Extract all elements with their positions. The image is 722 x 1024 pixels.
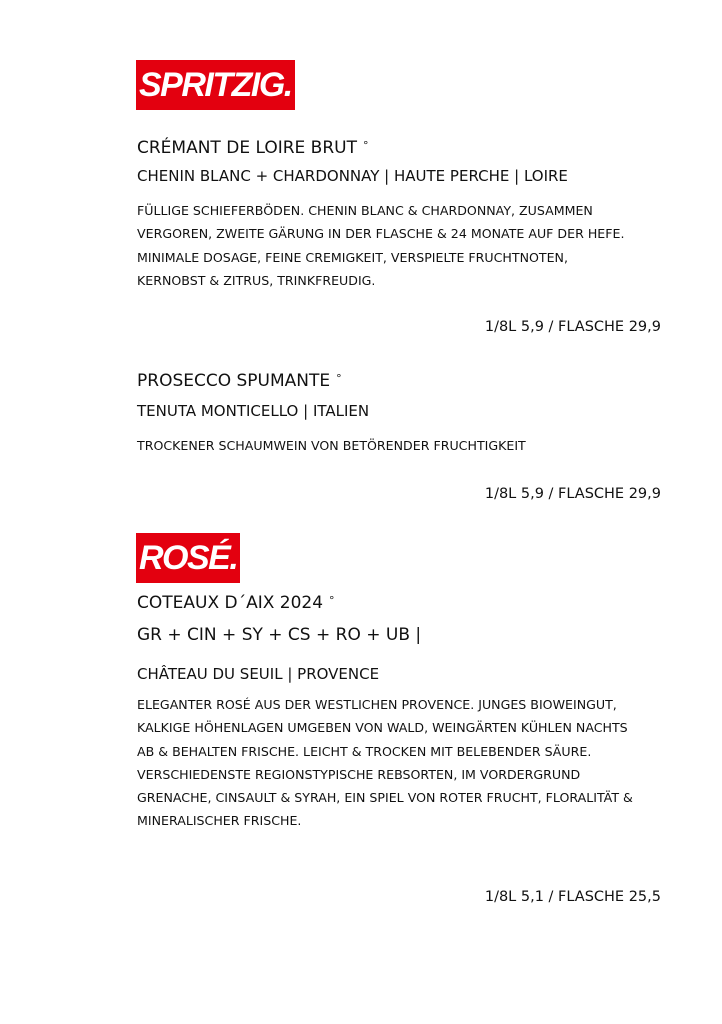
wine-price-cremant: 1/8L 5,9 / FLASCHE 29,9: [484, 319, 661, 335]
wine-description-coteaux: ELEGANTER ROSÉ AUS DER WESTLICHEN PROVENCE. JUNGES BIOWEINGUT, KALKIGE HÖHENLAGEN UMGEBEN VON WALD, WEINGÄRTEN KÜHLEN NACHTS AB & BEHALTEN FRISCHE. LEICHT & TROCKEN MIT BELEBENDER SÄURE. VERSCHIEDENSTE REGIONSTYPISCHE REBSORTEN, IM VORDERGRUND GRENACHE, CINSAULT & SYRAH, EIN SPIEL VON ROTER FRUCHT, FLORALITÄT & MINERALISCHER FRISCHE.: [137, 697, 633, 829]
wine-name-text: CRÉMANT DE LOIRE BRUT: [137, 138, 357, 158]
wine-origin-coteaux: CHÂTEAU DU SEUIL | PROVENCE: [137, 665, 380, 683]
wine-origin-prosecco: TENUTA MONTICELLO | ITALIEN: [137, 402, 370, 420]
wine-name-text: COTEAUX D´AIX 2024: [137, 593, 324, 613]
wine-origin-cremant: CHENIN BLANC + CHARDONNAY | HAUTE PERCHE | LOIRE: [137, 167, 568, 185]
wine-price-prosecco: 1/8L 5,9 / FLASCHE 29,9: [484, 486, 661, 502]
wine-grapes-coteaux: GR + CIN + SY + CS + RO + UB |: [137, 625, 422, 645]
wine-marker: °: [329, 594, 335, 607]
wine-description-prosecco: TROCKENER SCHAUMWEIN VON BETÖRENDER FRUCHTIGKEIT: [137, 438, 526, 453]
wine-price-coteaux: 1/8L 5,1 / FLASCHE 25,5: [484, 889, 661, 905]
wine-name-cremant: [137, 137, 368, 159]
wine-marker: °: [336, 372, 342, 385]
wine-marker: °: [362, 139, 369, 152]
wine-description-cremant: FÜLLIGE SCHIEFERBÖDEN. CHENIN BLANC & CHARDONNAY, ZUSAMMEN VERGOREN, ZWEITE GÄRUNG IN DER FLASCHE & 24 MONATE AUF DER HEFE. MINIMALE DOSAGE, FEINE CREMIGKEIT, VERSPIELTE FRUCHTNOTEN, KERNOBST & ZITRUS, TRINKFREUDIG.: [137, 203, 625, 288]
section-title-rose: ROSÉ.: [136, 533, 240, 583]
section-title-spritzig: SPRITZIG.: [136, 60, 295, 110]
wine-name-text: PROSECCO SPUMANTE: [137, 371, 331, 391]
wine-name-prosecco: [137, 370, 342, 392]
wine-name-coteaux: [137, 592, 335, 614]
